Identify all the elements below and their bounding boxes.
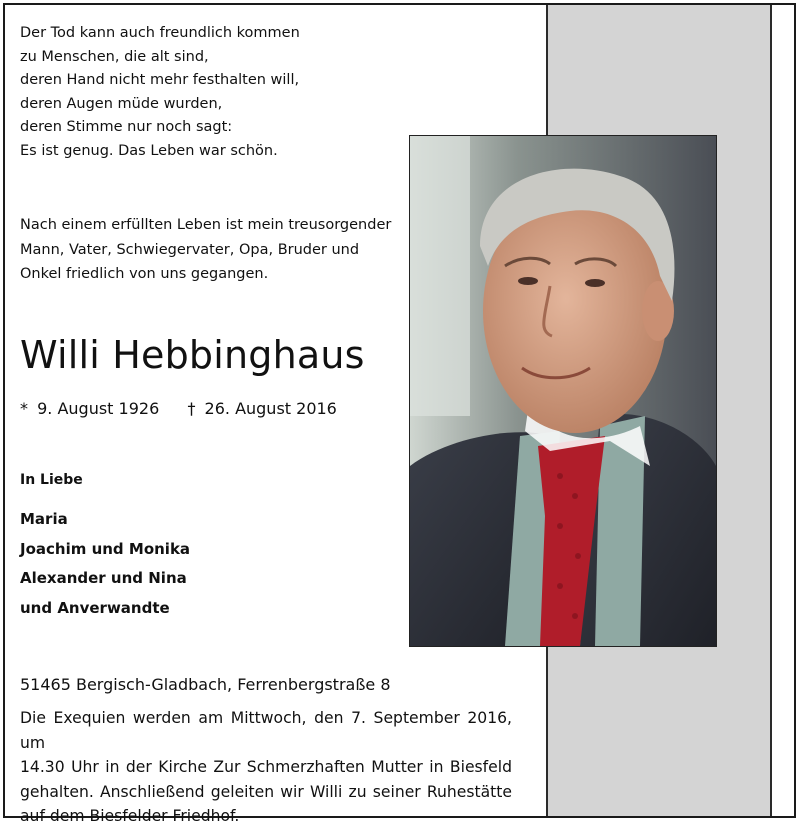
mourner-name: und Anverwandte [20, 598, 170, 617]
mourner-name: Alexander und Nina [20, 569, 187, 587]
portrait-photo [409, 135, 717, 647]
poem-line: deren Stimme nur noch sagt: [20, 119, 233, 136]
deceased-name: Willi Hebbinghaus [20, 333, 365, 377]
poem-line: deren Hand nicht mehr festhalten will, [20, 72, 300, 89]
death-symbol: † [187, 399, 196, 418]
poem [20, 22, 300, 164]
service-line: 14.30 Uhr in der Kirche Zur Schmerzhaften Mutter in Biesfeld [20, 758, 512, 776]
mourner-name: Joachim und Monika [20, 539, 191, 558]
service-info [20, 706, 512, 829]
intro-line: Mann, Vater, Schwiegervater, Opa, Bruder und [20, 241, 360, 258]
mourner-name: Maria [20, 510, 68, 528]
service-line: gehalten. Anschließend geleiten wir Willi zu seiner Ruhestätte [20, 782, 512, 801]
intro-text [20, 213, 410, 287]
poem-line: Der Tod kann auch freundlich kommen [20, 25, 300, 41]
intro-line: Nach einem erfüllten Leben ist mein treusorgender [20, 217, 392, 233]
poem-line: zu Menschen, die alt sind, [20, 48, 209, 65]
birth-symbol: * [20, 399, 28, 418]
portrait-photo-icon [410, 136, 716, 646]
poem-line: Es ist genug. Das Leben war schön. [20, 142, 278, 159]
family-address: 51465 Bergisch-Gladbach, Ferrenbergstraße 8 [20, 675, 391, 694]
intro-line: Onkel friedlich von uns gegangen. [20, 266, 269, 282]
service-line: Die Exequien werden am Mittwoch, den 7. September 2016, um [20, 709, 512, 752]
birth-date: 9. August 1926 [37, 399, 160, 418]
mourning-heading: In Liebe [20, 472, 83, 488]
death-date: 26. August 2016 [204, 399, 337, 418]
service-line: auf dem Biesfelder Friedhof. [20, 807, 240, 825]
poem-line: deren Augen müde wurden, [20, 95, 223, 112]
life-dates [20, 397, 337, 421]
mourner-list [20, 505, 190, 623]
